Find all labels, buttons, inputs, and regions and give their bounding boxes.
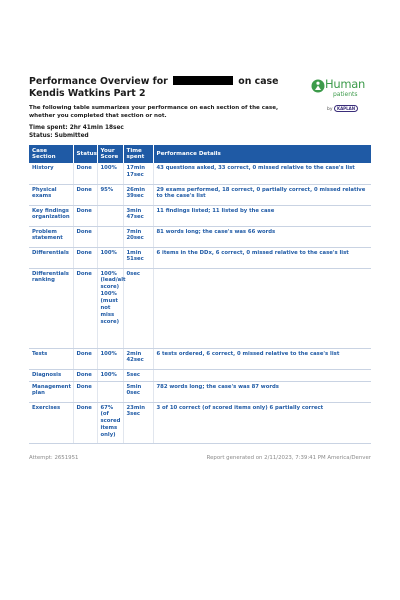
cell-details: 29 exams performed, 18 correct, 0 partially correct, 0 missed relative to the case's list — [153, 184, 371, 205]
report-generated: Report generated on 2/11/2023, 7:39:41 PM America/Denver — [206, 455, 371, 461]
cell-details: 6 items in the DDx, 6 correct, 0 missed relative to the case's list — [153, 247, 371, 268]
cell-section: Physical exams — [29, 184, 73, 205]
cell-time: 3min 47sec — [123, 205, 153, 226]
title-prefix: Performance Overview for — [29, 76, 168, 87]
cell-section: Diagnosis — [29, 369, 73, 381]
cell-score: 100% — [97, 163, 123, 184]
col-time-spent: Time spent — [123, 145, 153, 163]
cell-section: Tests — [29, 348, 73, 369]
cell-time: 5min 0sec — [123, 381, 153, 402]
cell-details: 81 words long; the case's was 66 words — [153, 226, 371, 247]
summary-text: The following table summarizes your performance on each section of the case, whether you completed that section or not. — [29, 105, 279, 119]
cell-section: History — [29, 163, 73, 184]
cell-score — [97, 226, 123, 247]
page-title — [29, 76, 291, 100]
logo-sub: patients — [333, 91, 358, 98]
logo-word: Human — [325, 77, 365, 91]
cell-time: 17min 17sec — [123, 163, 153, 184]
cell-score: 67% (of scored items only) — [97, 402, 123, 443]
cell-status: Done — [73, 369, 97, 381]
cell-status: Done — [73, 205, 97, 226]
cell-status: Done — [73, 268, 97, 348]
cell-details — [153, 369, 371, 381]
cell-score: 95% — [97, 184, 123, 205]
cell-status: Done — [73, 184, 97, 205]
cell-status: Done — [73, 163, 97, 184]
table-row — [29, 163, 371, 184]
cell-status: Done — [73, 348, 97, 369]
cell-section: Differentials ranking — [29, 268, 73, 348]
time-spent: Time spent: 2hr 41min 18sec — [29, 125, 124, 131]
cell-details — [153, 268, 371, 348]
cell-status: Done — [73, 247, 97, 268]
cell-time: 23min 3sec — [123, 402, 153, 443]
human-figure-icon — [311, 79, 325, 93]
cell-time: 7min 20sec — [123, 226, 153, 247]
cell-time: 1min 51sec — [123, 247, 153, 268]
table-row — [29, 184, 371, 205]
cell-score: 100% — [97, 348, 123, 369]
cell-score — [97, 205, 123, 226]
attempt-id: Attempt: 2651951 — [29, 455, 79, 461]
cell-section: Differentials — [29, 247, 73, 268]
cell-details: 782 words long; the case's was 87 words — [153, 381, 371, 402]
meta-block — [29, 125, 124, 140]
col-case-section: Case Section — [29, 145, 73, 163]
table-row — [29, 205, 371, 226]
cell-details: 3 of 10 correct (of scored items only) 6 partially correct — [153, 402, 371, 443]
cell-time: 26min 39sec — [123, 184, 153, 205]
status-line: Status: Submitted — [29, 132, 89, 139]
cell-time: 5sec — [123, 369, 153, 381]
cell-status: Done — [73, 402, 97, 443]
human-patients-logo — [311, 76, 373, 120]
cell-section: Exercises — [29, 402, 73, 443]
cell-section: Management plan — [29, 381, 73, 402]
col-performance-details: Performance Details — [153, 145, 371, 163]
table-row — [29, 268, 371, 348]
table-row — [29, 348, 371, 369]
table-row — [29, 369, 371, 381]
table-header-row — [29, 145, 371, 163]
cell-status: Done — [73, 381, 97, 402]
cell-score: 100% — [97, 369, 123, 381]
cell-details: 11 findings listed; 11 listed by the case — [153, 205, 371, 226]
cell-score: 100% (lead/alt score) 100% (must not miss score) — [97, 268, 123, 348]
cell-score: 100% — [97, 247, 123, 268]
cell-status: Done — [73, 226, 97, 247]
col-status: Status — [73, 145, 97, 163]
col-your-score: Your Score — [97, 145, 123, 163]
cell-section: Problem statement — [29, 226, 73, 247]
cell-time: 2min 42sec — [123, 348, 153, 369]
table-row — [29, 226, 371, 247]
kaplan-logo: KAPLAN — [334, 105, 358, 112]
table-row — [29, 381, 371, 402]
cell-time: 0sec — [123, 268, 153, 348]
logo-by: by KAPLAN — [327, 105, 358, 112]
cell-details: 43 questions asked, 33 correct, 0 missed relative to the case's list — [153, 163, 371, 184]
cell-details: 6 tests ordered, 6 correct, 0 missed relative to the case's list — [153, 348, 371, 369]
table-row — [29, 247, 371, 268]
table-row — [29, 402, 371, 443]
title-suffix: on case Kendis Watkins Part 2 — [29, 76, 279, 99]
cell-score — [97, 381, 123, 402]
redacted-name — [173, 76, 233, 85]
performance-table — [29, 145, 371, 444]
cell-section: Key findings organization — [29, 205, 73, 226]
